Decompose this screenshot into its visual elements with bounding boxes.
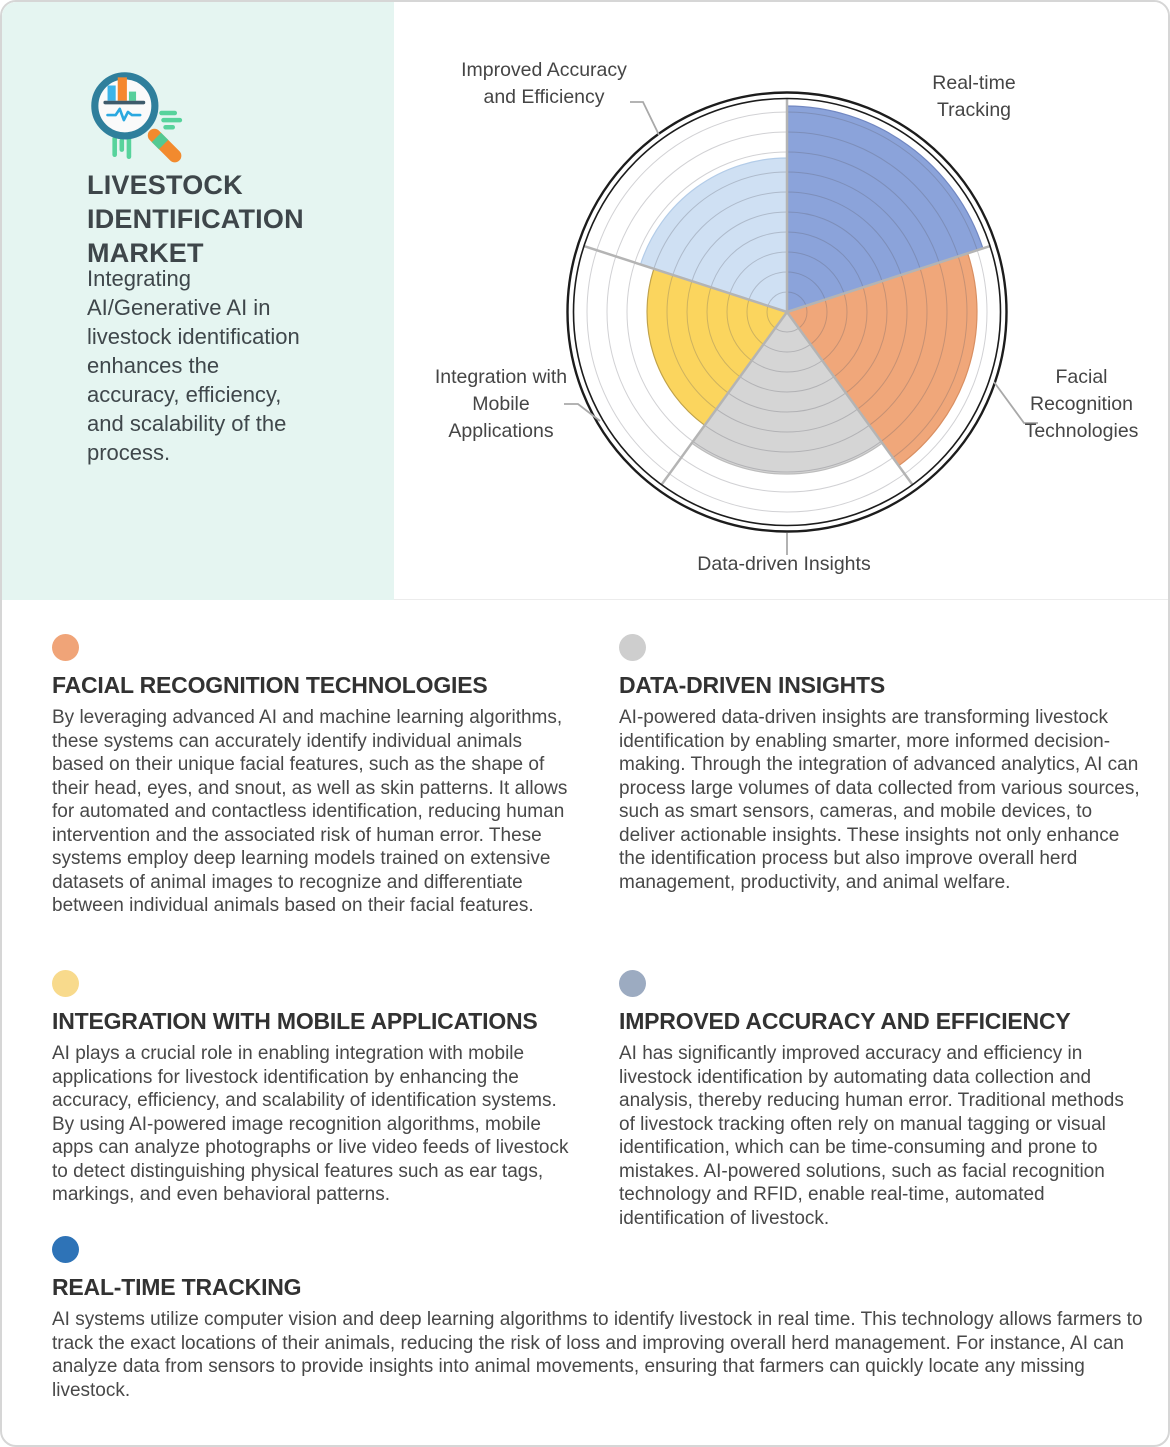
integration-mobile-dot: [52, 970, 79, 997]
section-facial-recognition: [52, 634, 569, 918]
section-body: By leveraging advanced AI and machine learning algorithms, these systems can accurately identify individual animals based on their unique facial features, such as the shape of their head, eyes, and snout, as well as skin patterns. It allows for automated and contactless identification, reducing human intervention and the associated risk of human error. These systems employ deep learning models trained on extensive datasets of animal images to recognize and differentiate between individual animals based on their facial features.: [52, 707, 568, 916]
chart-label-improved-accuracy: [429, 57, 659, 111]
section-body: AI has significantly improved accuracy and efficiency in livestock identification by automating data collection and analysis, thereby reducing human error. Traditional methods of livestock tracking often rely on manual tagging or visual identification, which can be time-consuming and prone to mistakes. AI-powered solutions, such as facial recognition technology and RFID, enable real-time, automated identification of livestock.: [619, 1043, 1124, 1229]
chart-label-line: Mobile: [472, 393, 530, 415]
chart-label-integration-mobile: [406, 364, 596, 445]
chart-label-facial-recognition: [994, 364, 1169, 445]
chart-panel: [394, 2, 1170, 600]
section-title: FACIAL RECOGNITION TECHNOLOGIES: [52, 672, 488, 698]
brand-panel: [2, 2, 394, 600]
section-real-time-tracking: [52, 1236, 1144, 1402]
improved-accuracy-dot: [619, 970, 646, 997]
analytics-magnifier-icon: [77, 58, 189, 170]
chart-label-line: Real-time: [932, 72, 1016, 94]
chart-label-line: and Efficiency: [483, 86, 605, 108]
top-band: [2, 2, 1170, 600]
section-integration-mobile: [52, 970, 569, 1207]
chart-label-line: Applications: [448, 420, 554, 442]
section-improved-accuracy: [619, 970, 1143, 1230]
chart-label-line: Facial: [1055, 366, 1108, 388]
section-body: AI plays a crucial role in enabling integration with mobile applications for livestock identification by enhancing the accuracy, efficiency, and scalability of identification systems. By using AI-powered image recognition algorithms, mobile apps can analyze photographs or live video feeds of livestock to detect distinguishing physical features such as ear tags, markings, and even behavioral patterns.: [52, 1043, 569, 1205]
chart-label-line: Data-driven Insights: [697, 553, 871, 575]
section-title: DATA-DRIVEN INSIGHTS: [619, 672, 886, 698]
section-data-driven-insights: [619, 634, 1141, 894]
data-driven-insights-dot: [619, 634, 646, 661]
chart-label-line: Tracking: [936, 99, 1012, 121]
chart-label-real-time-tracking: [879, 70, 1069, 124]
chart-label-line: Improved Accuracy: [461, 59, 627, 81]
section-body: AI systems utilize computer vision and deep learning algorithms to identify livestock in real time. This technology allows farmers to track the exact locations of their animals, reducing the risk of loss and improving overall herd management. For instance, AI can analyze data from sensors to provide insights into animal movements, ensuring that farmers can quickly locate any missing livestock.: [52, 1309, 1143, 1401]
facial-recognition-dot: [52, 634, 79, 661]
section-body: AI-powered data-driven insights are transforming livestock identification by enabling smarter, more informed decision-making. Through the integration of advanced analytics, AI can process large volumes of data collected from various sources, such as smart sensors, cameras, and mobile devices, to deliver actionable insights. These insights not only enhance the identification process but also improve overall herd management, productivity, and animal welfare.: [619, 707, 1140, 893]
real-time-tracking-dot: [52, 1236, 79, 1263]
chart-label-line: Technologies: [1024, 420, 1139, 442]
section-title: IMPROVED ACCURACY AND EFFICIENCY: [619, 1008, 1071, 1034]
chart-label-line: Integration with: [434, 366, 568, 388]
chart-label-data-driven-insights: [684, 551, 884, 578]
brand-subtitle: Integrating AI/Generative AI in livestock identification enhances the accuracy, efficiency, and scalability of the process.: [87, 266, 300, 465]
chart-label-line: Recognition: [1030, 393, 1133, 415]
section-title: INTEGRATION WITH MOBILE APPLICATIONS: [52, 1008, 538, 1034]
section-title: REAL-TIME TRACKING: [52, 1274, 302, 1300]
brand-title: LIVESTOCK IDENTIFICATION MARKET: [87, 170, 304, 268]
